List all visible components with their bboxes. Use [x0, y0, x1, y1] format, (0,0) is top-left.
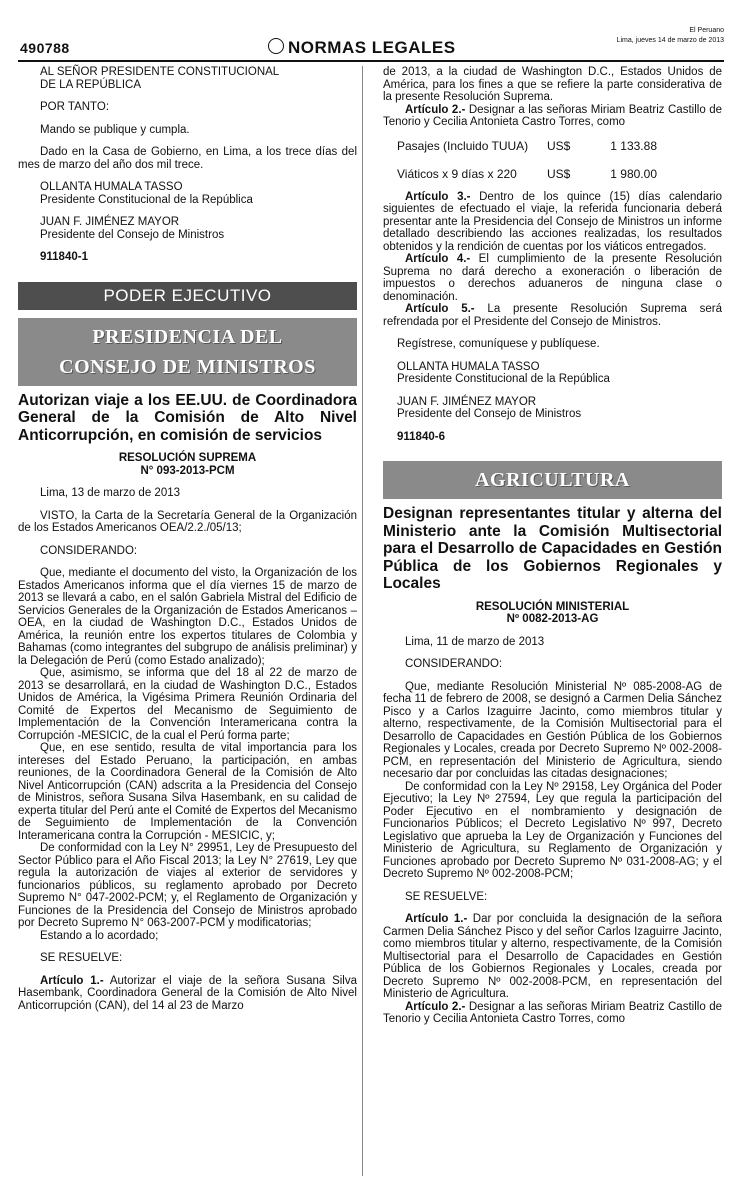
- signatory-1-title: Presidente Constitucional de la República: [40, 193, 253, 206]
- article-text: Autorizar el viaje de la señora Susana Silva Hasembank, Coordinadora General de la Comisión de Alto Nivel Anticorrupción (CAN), del 14 al 23 de Marzo: [18, 974, 357, 1012]
- article-label: Artículo 1.-: [40, 974, 104, 987]
- paragraph: Que, asimismo, se informa que del 18 al 22 de marzo de 2013 se desarrollará, en la ciudad de Washington D.C., Estados Unidos de América, la Vigésima Primera Reunión Ordinaria del Comité de Expertos del Mecanismo de Seguimiento de Implementación de la Convención Interamericana contra la Corrupción -MESICIC, de la cual el Perú forma parte;: [18, 667, 357, 742]
- paragraph: Estando a lo acordado;: [40, 929, 159, 942]
- paragraph: De conformidad con la Ley N° 29951, Ley de Presupuesto del Sector Público para el Año Fiscal 2013; la Ley N° 27619, Ley que regula la autorización de viajes al exterior de servidores y funcionarios públicos, su reglamento aprobado por Decreto Supremo N° 047-2002-PCM; y, el Reglamento de Organización y Funciones de la Presidencia del Consejo de Ministros aprobado por Decreto Supremo N° 063-2007-PCM y modificatorias;: [18, 842, 357, 929]
- publication-code: 911840-1: [40, 251, 88, 263]
- entity-banner: AGRICULTURA: [383, 461, 722, 499]
- article-label: Artículo 1.-: [405, 913, 468, 925]
- right-column: [383, 66, 722, 1026]
- article-label: Artículo 3.-: [405, 190, 471, 203]
- publication-name: NORMAS LEGALES: [288, 38, 456, 57]
- entity-banner: [18, 318, 357, 386]
- paragraph: De conformidad con la Ley Nº 29158, Ley Orgánica del Poder Ejecutivo; la Ley Nº 27594, Ley que regula la participación del Poder Ejecutivo en el nombramiento y designación de Funcionarios Públicos; el Decreto Legislativo Nº 997, Decreto Legislativo que aprueba la Ley de Organización y Funciones del Ministerio de Agricultura, su Reglamento de Organización y Funciones aprobado por Decreto Supremo Nº 031-2008-AG; y el Decreto Supremo Nº 002-2008-PCM;: [383, 780, 722, 880]
- paragraph: Que, en ese sentido, resulta de vital importancia para los intereses del Estado Peruano, la participación, en ambas reuniones, de la Coordinadora General de la Comisión de Alto Nivel Anticorrupción (CAN) adscrita a la Presidencia del Consejo de Ministros, señora Susana Silva Hasembank, en su calidad de experta titular del Perú ante el Comité de Expertos del Mecanismo de Seguimiento de Implementación de la Convención Interamericana contra la Corrupción - MESICIC, y;: [18, 742, 357, 842]
- article-text: La presente Resolución Suprema será refrendada por el Presidente del Consejo de Ministros.: [383, 303, 723, 328]
- se-resuelve-heading: SE RESUELVE:: [40, 952, 123, 964]
- considerando-heading: CONSIDERANDO:: [405, 658, 503, 670]
- header-rule: [18, 60, 724, 62]
- signatory-1-name: OLLANTA HUMALA TASSO: [40, 181, 183, 193]
- resolution-type: RESOLUCIÓN MINISTERIAL: [475, 600, 630, 613]
- entity-banner-line-2: CONSEJO DE MINISTROS: [59, 355, 316, 378]
- article-title: Designan representantes titular y alterna del Ministerio ante la Comisión Multisectorial para el Desarrollo de Capacidades en Gestión Pública de los Gobiernos Regionales y Locales: [383, 505, 722, 592]
- section-banner: PODER EJECUTIVO: [18, 282, 357, 310]
- place-date: Lima, 13 de marzo de 2013: [40, 487, 181, 499]
- expense-currency: US$: [547, 138, 571, 153]
- left-column: [18, 66, 357, 1012]
- article-title: Autorizan viaje a los EE.UU. de Coordinadora General de la Comisión de Alto Nivel Anticorrupción, en comisión de servicios: [18, 391, 357, 444]
- article-text: Dar por concluida la designación de la señora Carmen Delia Sánchez Pisco y del señor Carlos Izaguirre Jacinto, como miembros titular y alterno, respectivamente, de la Comisión Multisectorial para el Desarrollo de Capacidades en Gestión Pública de los Gobiernos Regionales y Locales, creada por Decreto Supremo Nº 002-2008-PCM, en representación del Ministerio de Agricultura.: [383, 913, 722, 1000]
- signatory-2-title: Presidente del Consejo de Ministros: [397, 408, 582, 420]
- article-5: [383, 303, 722, 328]
- article-1: [383, 913, 722, 1001]
- expense-amount: 1 133.88: [610, 138, 657, 153]
- article-1: [18, 975, 357, 1013]
- visto-paragraph: VISTO, la Carta de la Secretaría General de la Organización de los Estados Americanos OEA/2.2./05/13;: [18, 509, 357, 534]
- mando-line: Mando se publique y cumpla.: [40, 123, 190, 136]
- article-2: [383, 1001, 722, 1026]
- page-number: 490788: [20, 40, 70, 56]
- signatory-2-title: Presidente del Consejo de Ministros: [40, 228, 225, 241]
- expense-concept: Viáticos x 9 días x 220: [397, 166, 517, 181]
- article-text: Designar a las señoras Miriam Beatriz Castillo de Tenorio y Cecilia Antonieta Castro Torres, como: [383, 1000, 722, 1025]
- article-3: [383, 191, 722, 254]
- article-label: Artículo 5.-: [405, 303, 475, 315]
- resolution-type: RESOLUCIÓN SUPREMA: [118, 452, 257, 464]
- expense-row: [397, 167, 722, 181]
- por-tanto: POR TANTO:: [40, 101, 110, 113]
- intro-line-2: DE LA REPÚBLICA: [40, 78, 141, 91]
- article-text: El cumplimiento de la presente Resolución Suprema no dará derecho a exoneración o liberación de impuestos o derechos aduaneros de ninguna clase o denominación.: [383, 253, 722, 303]
- publication-info: [617, 26, 724, 46]
- column-divider: [362, 66, 363, 1176]
- publication-code: 911840-6: [397, 430, 445, 443]
- signatory-2-name: JUAN F. JIMÉNEZ MAYOR: [397, 395, 537, 408]
- signatory-1-title: Presidente Constitucional de la República: [397, 373, 610, 385]
- continued-paragraph: de 2013, a la ciudad de Washington D.C., Estados Unidos de América, para los fines a que se refiere la parte considerativa de la presente Resolución Suprema.: [383, 66, 722, 103]
- expense-row: [397, 139, 722, 153]
- expenses-table: [383, 139, 722, 181]
- issue-date: Lima, jueves 14 de marzo de 2013: [616, 37, 724, 44]
- article-label: Artículo 2.-: [405, 103, 466, 116]
- expense-amount: 1 980.00: [610, 166, 657, 181]
- resolution-number: Nº 0082-2013-AG: [506, 613, 599, 625]
- article-4: [383, 253, 722, 303]
- signatory-2-name: JUAN F. JIMÉNEZ MAYOR: [40, 216, 180, 228]
- place-date: Lima, 11 de marzo de 2013: [405, 635, 545, 648]
- intro-line-1: AL SEÑOR PRESIDENTE CONSTITUCIONAL: [40, 66, 280, 78]
- article-text: Dentro de los quince (15) días calendario siguientes de efectuado el viaje, la referida funcionaria deberá presentar ante la Presidencia del Consejo de Ministros un informe detallado describiendo las acciones realizadas, los resultados obtenidos y la rendición de cuentas por los viáticos entregados.: [383, 190, 723, 253]
- dado-paragraph: Dado en la Casa de Gobierno, en Lima, a los trece días del mes de marzo del año dos mil trece.: [18, 146, 357, 171]
- registrese-line: Regístrese, comuníquese y publíquese.: [397, 338, 600, 350]
- se-resuelve-heading: SE RESUELVE:: [405, 890, 488, 903]
- article-label: Artículo 4.-: [405, 253, 471, 265]
- newspaper-name: El Peruano: [689, 27, 724, 34]
- article-label: Artículo 2.-: [405, 1000, 466, 1013]
- coat-of-arms-icon: [268, 38, 284, 54]
- signatory-1-name: OLLANTA HUMALA TASSO: [397, 360, 540, 373]
- paragraph: Que, mediante el documento del visto, la Organización de los Estados Americanos informa que el día viernes 15 de marzo de 2013 se llevará a cabo, en el salón Gabriela Mistral del Edificio de Servicios Generales de la Organización de Estados Americanos – OEA, en la ciudad de Washington D.C., Estados Unidos de América, la reunión entre los expertos titulares de Colombia y Bahamas (como integrantes del subgrupo de análisis preliminar) y la Delegación de Perú (como Estado analizado);: [18, 567, 357, 667]
- paragraph: Que, mediante Resolución Ministerial Nº 085-2008-AG de fecha 11 de febrero de 2008, se designó a Carmen Delia Sánchez Pisco y a Carlos Izaguirre Jacinto, como miembros titular y alterno, respectivamente, de la Comisión Multisectorial para el Desarrollo de Capacidades en Gestión Pública de los Gobiernos Regionales y Locales, creada por Decreto Supremo Nº 002-2008-PCM, en representación del Ministerio de Agricultura, siendo necesario dar por concluidas las citadas designaciones;: [383, 680, 722, 780]
- entity-banner-line-1: PRESIDENCIA DEL: [92, 325, 283, 348]
- expense-currency: US$: [547, 166, 571, 181]
- article-text: Designar a las señoras Miriam Beatriz Castillo de Tenorio y Cecilia Antonieta Castro Torres, como: [383, 103, 722, 128]
- page-header: [18, 22, 724, 60]
- resolution-number: N° 093-2013-PCM: [140, 464, 235, 477]
- expense-concept: Pasajes (Incluido TUUA): [397, 138, 529, 153]
- considerando-heading: CONSIDERANDO:: [40, 544, 138, 557]
- article-2: [383, 104, 722, 129]
- publication-title: [268, 38, 456, 58]
